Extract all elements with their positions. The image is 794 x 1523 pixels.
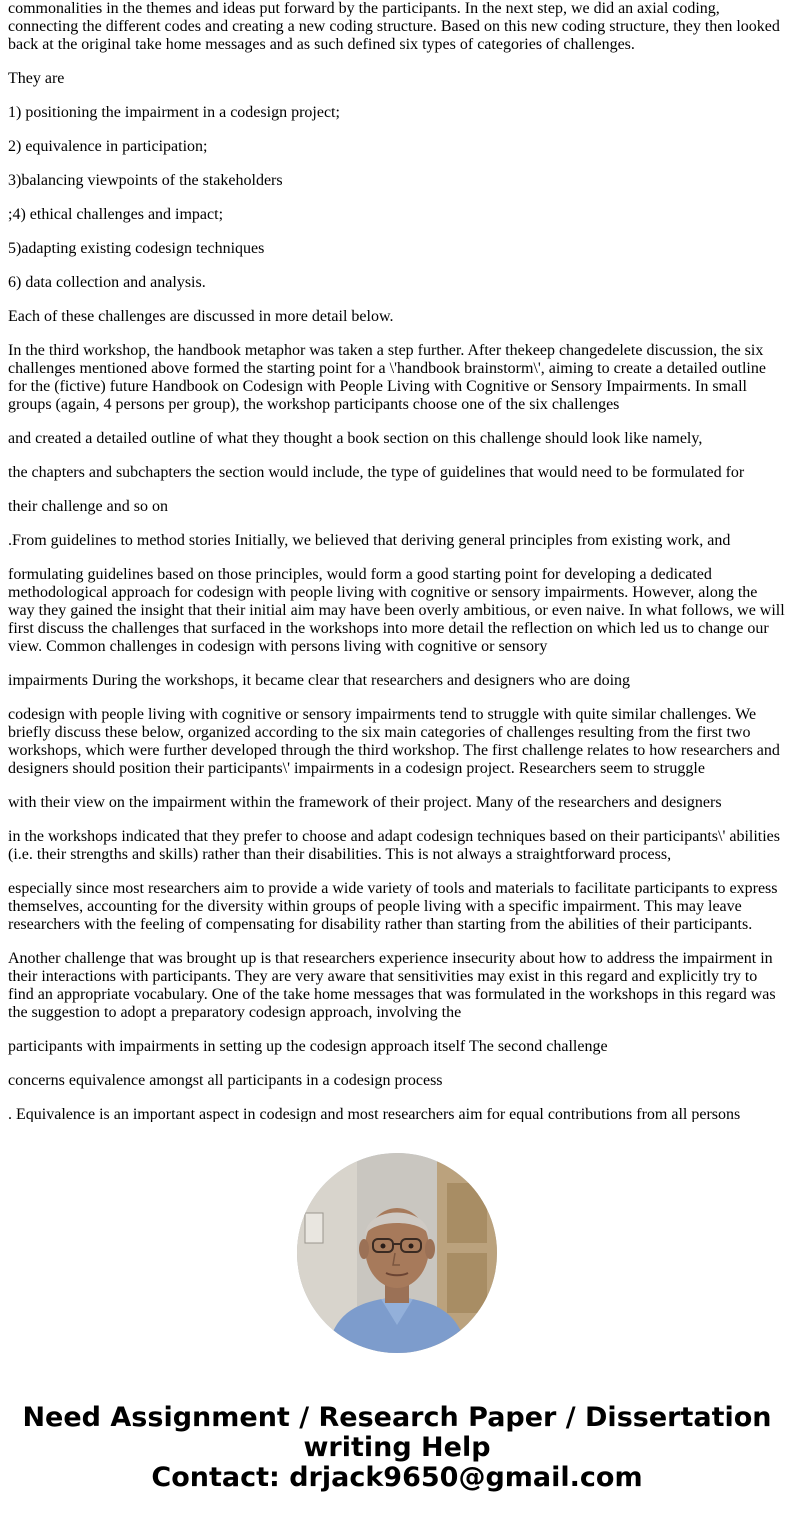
paragraph: impairments During the workshops, it became clear that researchers and designers who are doing — [8, 672, 631, 689]
list-item: 6) data collection and analysis. — [8, 274, 206, 291]
paragraph: participants with impairments in setting up the codesign approach itself The second challenge — [8, 1038, 608, 1055]
list-item: 1) positioning the impairment in a codesign project; — [8, 104, 340, 121]
list-item: ;4) ethical challenges and impact; — [8, 206, 224, 223]
avatar — [297, 1153, 497, 1353]
paragraph: codesign with people living with cognitive or sensory impairments tend to struggle with quite similar challenges. We briefly discuss these below, organized according to the six main categories of challenges resulting from the first two workshops, which were further developed through the third workshop. The first challenge relates to how researchers and designers should position their participants\' impairments in a codesign project. Researchers seem to struggle — [8, 706, 780, 777]
paragraph: and created a detailed outline of what they thought a book section on this challenge should look like namely, — [8, 430, 703, 447]
paragraph: .From guidelines to method stories Initially, we believed that deriving general principles from existing work, and — [8, 532, 731, 549]
list-item: 5)adapting existing codesign techniques — [8, 240, 265, 257]
paragraph: the chapters and subchapters the section would include, the type of guidelines that would need to be formulated for — [8, 464, 745, 481]
article-body — [8, 0, 785, 1122]
author-photo — [297, 1153, 497, 1353]
paragraph: with their view on the impairment within the framework of their project. Many of the researchers and designers — [8, 794, 722, 811]
contact-message — [0, 1403, 794, 1493]
paragraph: especially since most researchers aim to provide a wide variety of tools and materials to facilitate participants to express themselves, accounting for the diversity within groups of people living with a specific impairment. This may leave researchers with the feeling of compensating for disability rather than starting from the abilities of their participants. — [8, 880, 778, 933]
paragraph: concerns equivalence amongst all participants in a codesign process — [8, 1072, 443, 1089]
paragraph: In the third workshop, the handbook metaphor was taken a step further. After thekeep changedelete discussion, the six challenges mentioned above formed the starting point for a \'handbook brainstorm\', aiming to create a detailed outline for the (fictive) future Handbook on Codesign with People Living with Cognitive or Sensory Impairments. In small groups (again, 4 persons per group), the workshop participants choose one of the six challenges — [8, 342, 766, 413]
paragraph: . Equivalence is an important aspect in codesign and most researchers aim for equal contributions from all persons — [8, 1106, 741, 1122]
list-item: 2) equivalence in participation; — [8, 138, 208, 155]
paragraph: formulating guidelines based on those principles, would form a good starting point for developing a dedicated methodological approach for codesign with people living with cognitive or sensory impairments. However, along the way they gained the insight that their initial aim may have been overly ambitious, or even naive. In what follows, we will first discuss the challenges that surfaced in the workshops into more detail the reflection on which led us to change our view. Common challenges in codesign with persons living with cognitive or sensory — [8, 566, 785, 655]
paragraph: commonalities in the themes and ideas put forward by the participants. In the next step, we did an axial coding, connecting the different codes and creating a new coding structure. Based on this new coding structure, they then looked back at the original take home messages and as such defined six types of categories of challenges. — [8, 0, 780, 53]
promo-line: Need Assignment / Research Paper / Dissertation — [22, 1402, 772, 1433]
paragraph: their challenge and so on — [8, 498, 168, 515]
list-item: 3)balancing viewpoints of the stakeholders — [8, 172, 283, 189]
promo-line: writing Help — [303, 1432, 491, 1463]
paragraph: Another challenge that was brought up is that researchers experience insecurity about how to address the impairment in their interactions with participants. They are very aware that sensitivities may exist in this regard and explicitly try to find an appropriate vocabulary. One of the take home messages that was formulated in the workshops in this regard was the suggestion to adopt a preparatory codesign approach, involving the — [8, 950, 776, 1021]
paragraph: They are — [8, 70, 65, 87]
contact-banner — [0, 1122, 794, 1523]
paragraph: Each of these challenges are discussed in more detail below. — [8, 308, 394, 325]
paragraph: in the workshops indicated that they prefer to choose and adapt codesign techniques based on their participants\' abilities (i.e. their strengths and skills) rather than their disabilities. This is not always a straightforward process, — [8, 828, 780, 863]
contact-email: Contact: drjack9650@gmail.com — [151, 1462, 643, 1493]
